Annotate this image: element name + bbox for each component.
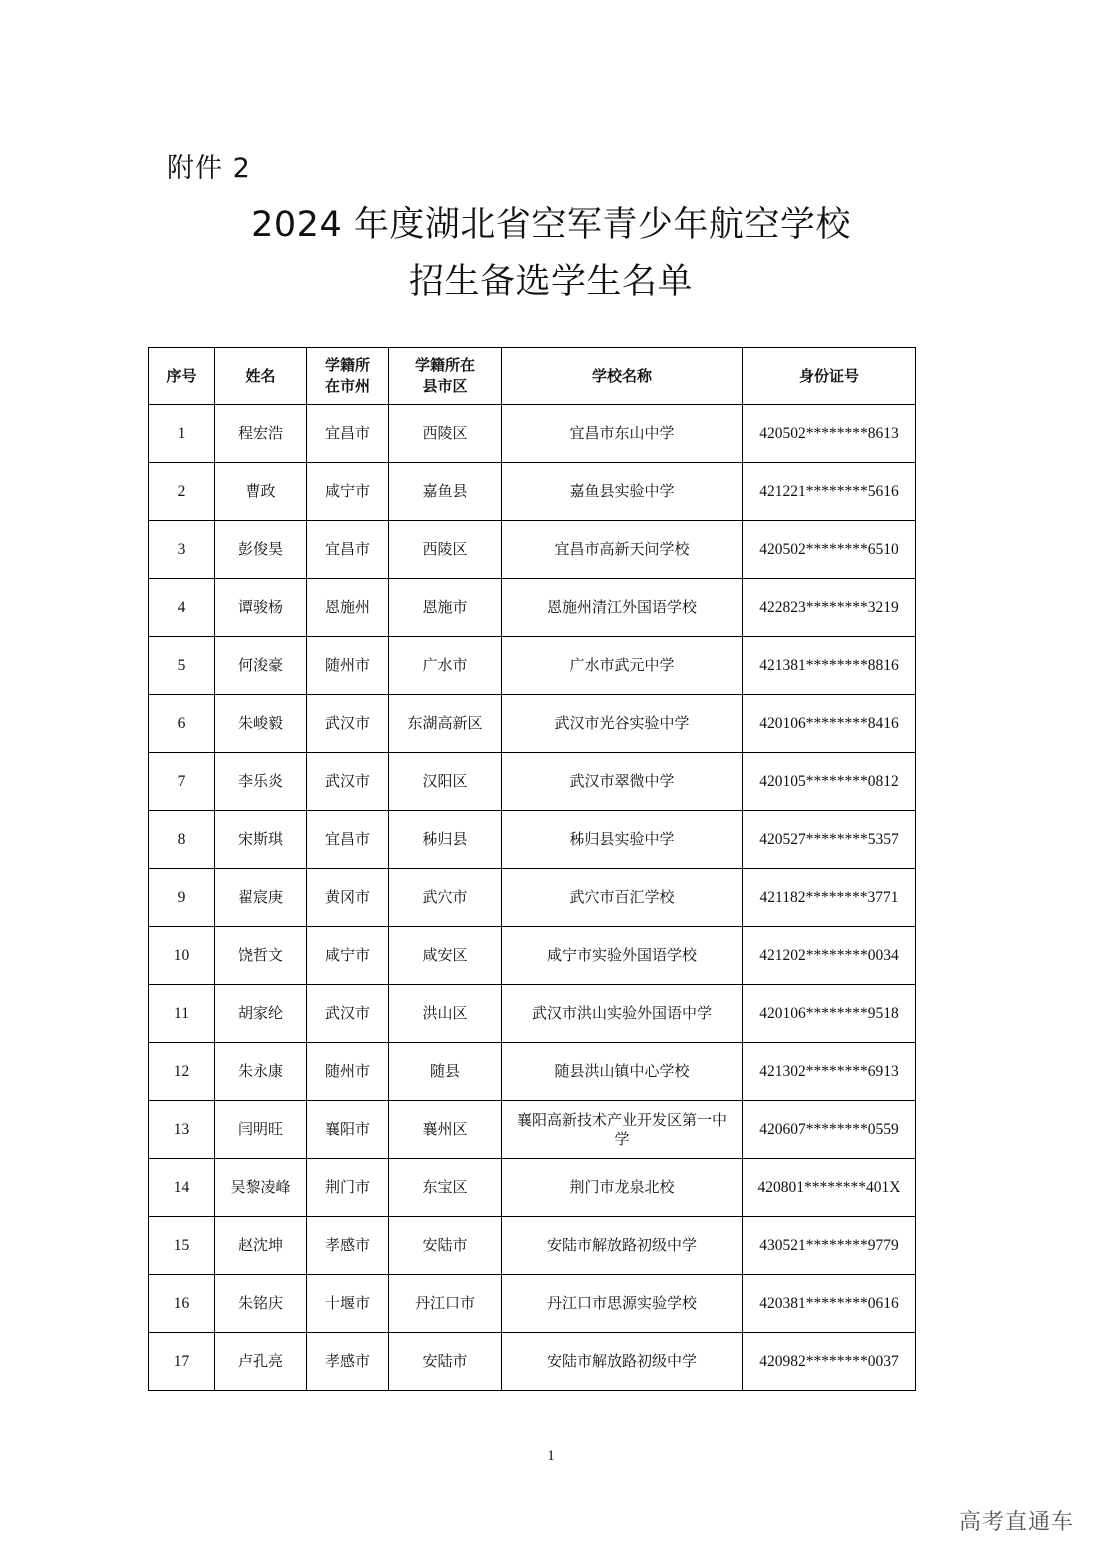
cell-county: 东湖高新区 xyxy=(389,695,502,753)
cell-name: 彭俊昊 xyxy=(215,521,307,579)
cell-name: 何浚豪 xyxy=(215,637,307,695)
header-id: 身份证号 xyxy=(743,348,916,405)
cell-school: 安陆市解放路初级中学 xyxy=(502,1217,743,1275)
cell-name: 朱永康 xyxy=(215,1043,307,1101)
cell-county: 西陵区 xyxy=(389,521,502,579)
page-number: 1 xyxy=(547,1448,555,1464)
cell-index: 2 xyxy=(149,463,215,521)
cell-city: 武汉市 xyxy=(307,753,389,811)
cell-county: 恩施市 xyxy=(389,579,502,637)
header-city-line2: 在市州 xyxy=(324,377,370,395)
table-body xyxy=(149,405,916,1391)
cell-city: 十堰市 xyxy=(307,1275,389,1333)
cell-index: 6 xyxy=(149,695,215,753)
cell-id: 421202********0034 xyxy=(743,927,916,985)
cell-county: 安陆市 xyxy=(389,1333,502,1391)
table-row xyxy=(149,869,916,927)
cell-city: 恩施州 xyxy=(307,579,389,637)
cell-id: 420106********8416 xyxy=(743,695,916,753)
cell-city: 随州市 xyxy=(307,637,389,695)
cell-school: 恩施州清江外国语学校 xyxy=(502,579,743,637)
document-subtitle: 招生备选学生名单 xyxy=(408,262,693,302)
table-row xyxy=(149,405,916,463)
cell-id: 421221********5616 xyxy=(743,463,916,521)
cell-city: 襄阳市 xyxy=(307,1101,389,1159)
cell-county: 汉阳区 xyxy=(389,753,502,811)
cell-index: 14 xyxy=(149,1159,215,1217)
table-row xyxy=(149,463,916,521)
cell-name: 卢孔亮 xyxy=(215,1333,307,1391)
table-row xyxy=(149,637,916,695)
cell-city: 咸宁市 xyxy=(307,927,389,985)
cell-school: 广水市武元中学 xyxy=(502,637,743,695)
cell-index: 8 xyxy=(149,811,215,869)
cell-name: 朱铭庆 xyxy=(215,1275,307,1333)
cell-county: 武穴市 xyxy=(389,869,502,927)
cell-county: 咸安区 xyxy=(389,927,502,985)
header-name: 姓名 xyxy=(215,348,307,405)
cell-name: 赵沈坤 xyxy=(215,1217,307,1275)
table-row xyxy=(149,927,916,985)
cell-county: 随县 xyxy=(389,1043,502,1101)
cell-index: 4 xyxy=(149,579,215,637)
cell-index: 9 xyxy=(149,869,215,927)
cell-county: 嘉鱼县 xyxy=(389,463,502,521)
cell-index: 13 xyxy=(149,1101,215,1159)
cell-name: 饶哲文 xyxy=(215,927,307,985)
cell-city: 随州市 xyxy=(307,1043,389,1101)
cell-city: 咸宁市 xyxy=(307,463,389,521)
table-row xyxy=(149,1159,916,1217)
header-city-line1: 学籍所 xyxy=(324,356,370,374)
cell-school: 荆门市龙泉北校 xyxy=(502,1159,743,1217)
cell-index: 10 xyxy=(149,927,215,985)
table-row xyxy=(149,695,916,753)
cell-id: 420607********0559 xyxy=(743,1101,916,1159)
header-county-line2: 县市区 xyxy=(422,377,468,395)
cell-id: 421302********6913 xyxy=(743,1043,916,1101)
cell-school: 宜昌市东山中学 xyxy=(502,405,743,463)
cell-id: 420982********0037 xyxy=(743,1333,916,1391)
watermark: 高考直通车 xyxy=(958,1510,1074,1535)
cell-school: 安陆市解放路初级中学 xyxy=(502,1333,743,1391)
cell-name: 谭骏杨 xyxy=(215,579,307,637)
cell-school: 宜昌市高新天问学校 xyxy=(502,521,743,579)
cell-index: 3 xyxy=(149,521,215,579)
cell-school: 咸宁市实验外国语学校 xyxy=(502,927,743,985)
cell-id: 420502********6510 xyxy=(743,521,916,579)
table-row xyxy=(149,985,916,1043)
cell-id: 420502********8613 xyxy=(743,405,916,463)
cell-city: 荆门市 xyxy=(307,1159,389,1217)
cell-city: 黄冈市 xyxy=(307,869,389,927)
table-row xyxy=(149,579,916,637)
table-row xyxy=(149,1275,916,1333)
cell-id: 422823********3219 xyxy=(743,579,916,637)
cell-school: 襄阳高新技术产业开发区第一中学 xyxy=(502,1101,743,1159)
cell-city: 宜昌市 xyxy=(307,405,389,463)
cell-index: 15 xyxy=(149,1217,215,1275)
cell-id: 421381********8816 xyxy=(743,637,916,695)
cell-city: 武汉市 xyxy=(307,985,389,1043)
cell-city: 宜昌市 xyxy=(307,521,389,579)
cell-school: 随县洪山镇中心学校 xyxy=(502,1043,743,1101)
cell-name: 朱峻毅 xyxy=(215,695,307,753)
header-county xyxy=(389,348,502,405)
cell-id: 420527********5357 xyxy=(743,811,916,869)
table-row xyxy=(149,1333,916,1391)
cell-school: 武汉市翠微中学 xyxy=(502,753,743,811)
cell-county: 安陆市 xyxy=(389,1217,502,1275)
cell-name: 曹政 xyxy=(215,463,307,521)
header-school: 学校名称 xyxy=(502,348,743,405)
header-county-line1: 学籍所在 xyxy=(414,356,475,374)
cell-name: 翟宸庚 xyxy=(215,869,307,927)
table-header-row xyxy=(149,348,916,405)
cell-city: 宜昌市 xyxy=(307,811,389,869)
cell-county: 洪山区 xyxy=(389,985,502,1043)
document-title: 2024 年度湖北省空军青少年航空学校 xyxy=(251,205,851,245)
cell-name: 宋斯琪 xyxy=(215,811,307,869)
table-row xyxy=(149,1043,916,1101)
table-row xyxy=(149,811,916,869)
cell-school: 武穴市百汇学校 xyxy=(502,869,743,927)
cell-name: 胡家纶 xyxy=(215,985,307,1043)
cell-city: 孝感市 xyxy=(307,1217,389,1275)
cell-index: 11 xyxy=(149,985,215,1043)
cell-name: 程宏浩 xyxy=(215,405,307,463)
cell-school: 丹江口市思源实验学校 xyxy=(502,1275,743,1333)
student-roster-table xyxy=(148,347,916,1391)
cell-index: 16 xyxy=(149,1275,215,1333)
cell-id: 430521********9779 xyxy=(743,1217,916,1275)
cell-id: 421182********3771 xyxy=(743,869,916,927)
cell-id: 420801********401X xyxy=(743,1159,916,1217)
cell-index: 17 xyxy=(149,1333,215,1391)
cell-county: 东宝区 xyxy=(389,1159,502,1217)
cell-county: 襄州区 xyxy=(389,1101,502,1159)
header-index: 序号 xyxy=(149,348,215,405)
cell-name: 李乐炎 xyxy=(215,753,307,811)
cell-id: 420105********0812 xyxy=(743,753,916,811)
cell-name: 闫明旺 xyxy=(215,1101,307,1159)
cell-index: 12 xyxy=(149,1043,215,1101)
table-row xyxy=(149,1101,916,1159)
table-row xyxy=(149,1217,916,1275)
cell-county: 丹江口市 xyxy=(389,1275,502,1333)
header-city xyxy=(307,348,389,405)
cell-county: 西陵区 xyxy=(389,405,502,463)
attachment-label: 附件 2 xyxy=(167,153,251,184)
cell-city: 孝感市 xyxy=(307,1333,389,1391)
cell-id: 420381********0616 xyxy=(743,1275,916,1333)
cell-school: 武汉市洪山实验外国语中学 xyxy=(502,985,743,1043)
cell-name: 吴黎凌峰 xyxy=(215,1159,307,1217)
table-row xyxy=(149,521,916,579)
table-row xyxy=(149,753,916,811)
cell-county: 广水市 xyxy=(389,637,502,695)
cell-school: 嘉鱼县实验中学 xyxy=(502,463,743,521)
cell-county: 秭归县 xyxy=(389,811,502,869)
cell-id: 420106********9518 xyxy=(743,985,916,1043)
cell-school: 武汉市光谷实验中学 xyxy=(502,695,743,753)
cell-index: 1 xyxy=(149,405,215,463)
cell-index: 7 xyxy=(149,753,215,811)
cell-index: 5 xyxy=(149,637,215,695)
cell-school: 秭归县实验中学 xyxy=(502,811,743,869)
cell-city: 武汉市 xyxy=(307,695,389,753)
